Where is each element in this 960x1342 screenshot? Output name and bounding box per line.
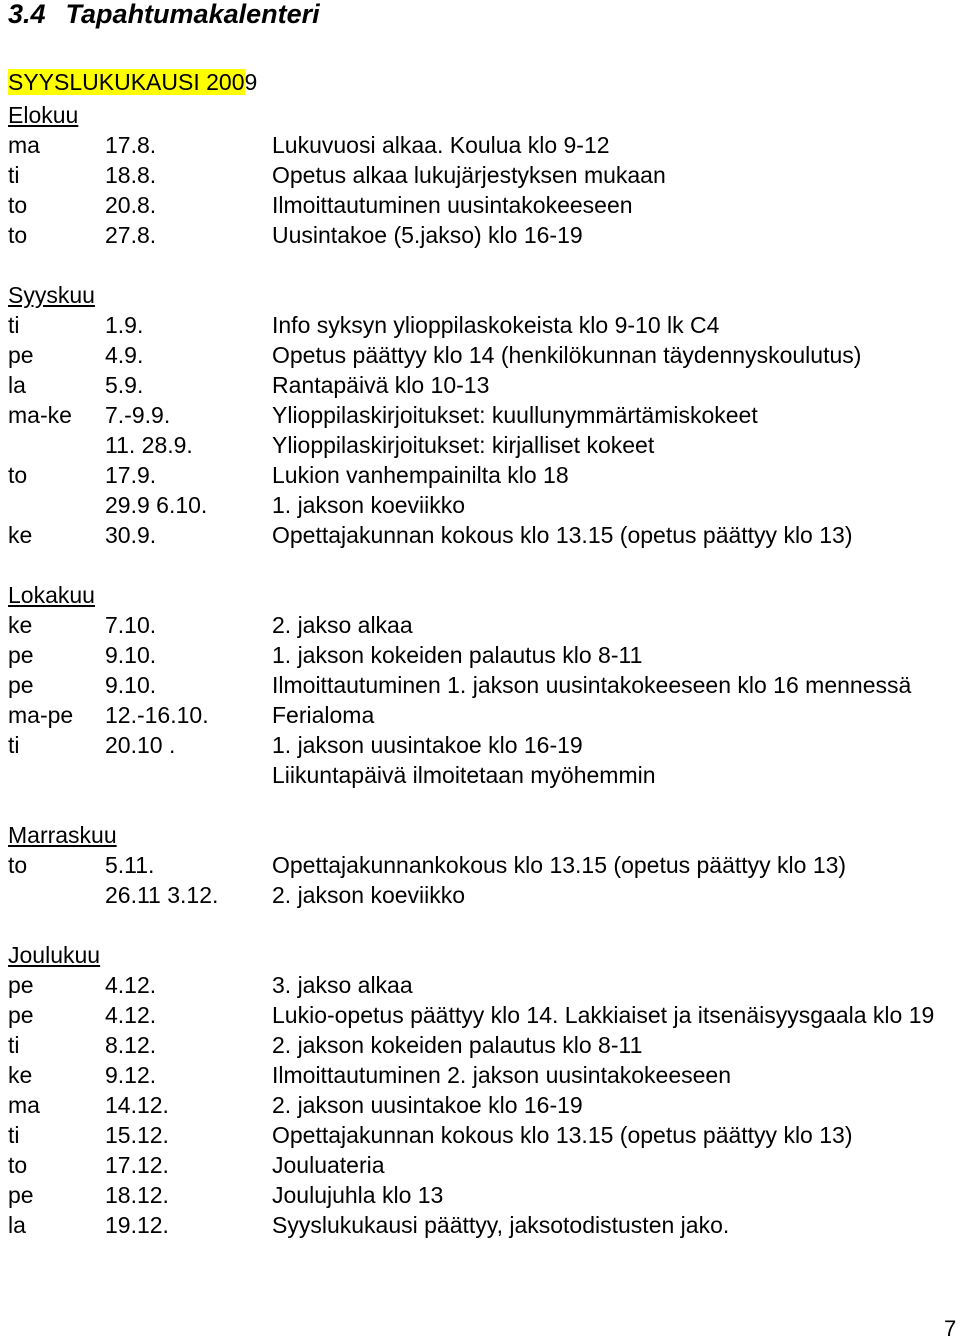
event-date: 14.12. xyxy=(105,1092,169,1118)
weekday: pe xyxy=(8,1002,34,1028)
event-date: 7.10. xyxy=(105,612,157,638)
event-description: Ylioppilaskirjoitukset: kuullunymmärtämiskokeet xyxy=(272,402,758,428)
weekday: to xyxy=(8,852,28,878)
event-description: 2. jakson kokeiden palautus klo 8-11 xyxy=(272,1032,643,1058)
page-number: 7 xyxy=(944,1316,957,1341)
calendar-sections xyxy=(8,100,948,1270)
calendar-row xyxy=(8,850,948,880)
event-date: 20.8. xyxy=(105,192,157,218)
calendar-row xyxy=(8,1060,948,1090)
month-section xyxy=(8,580,948,790)
event-date: 5.9. xyxy=(105,372,144,398)
event-description: Uusintakoe (5.jakso) klo 16-19 xyxy=(272,222,583,248)
event-date: 18.8. xyxy=(105,162,157,188)
weekday: pe xyxy=(8,342,34,368)
event-description: Ilmoittautuminen uusintakokeeseen xyxy=(272,192,633,218)
calendar-row xyxy=(8,430,948,460)
calendar-row xyxy=(8,1210,948,1240)
month-heading: Elokuu xyxy=(8,102,79,128)
calendar-row xyxy=(8,970,948,1000)
calendar-row xyxy=(8,1090,948,1120)
event-date: 18.12. xyxy=(105,1182,169,1208)
weekday: ti xyxy=(8,312,20,338)
calendar-row xyxy=(8,490,948,520)
event-description: 1. jakson kokeiden palautus klo 8-11 xyxy=(272,642,643,668)
event-date: 9.10. xyxy=(105,672,157,698)
event-description: 1. jakson uusintakoe klo 16-19 xyxy=(272,732,583,758)
calendar-row xyxy=(8,190,948,220)
event-description: Ferialoma xyxy=(272,702,375,728)
month-section xyxy=(8,940,948,1240)
month-heading: Marraskuu xyxy=(8,822,117,848)
month-section xyxy=(8,820,948,910)
calendar-row xyxy=(8,370,948,400)
weekday: ti xyxy=(8,1122,20,1148)
calendar-row xyxy=(8,1180,948,1210)
section-heading xyxy=(8,0,320,32)
term-title-rest: 9 xyxy=(244,69,258,95)
weekday: to xyxy=(8,1152,28,1178)
calendar-row xyxy=(8,610,948,640)
event-date: 9.12. xyxy=(105,1062,157,1088)
month-heading: Lokakuu xyxy=(8,582,95,608)
event-date: 17.8. xyxy=(105,132,157,158)
event-description: Opetus alkaa lukujärjestyksen mukaan xyxy=(272,162,666,188)
event-description: Lukion vanhempainilta klo 18 xyxy=(272,462,569,488)
event-date: 30.9. xyxy=(105,522,157,548)
event-date: 11. 28.9. xyxy=(105,432,193,458)
event-date: 20.10 . xyxy=(105,732,176,758)
event-description: Liikuntapäivä ilmoitetaan myöhemmin xyxy=(272,762,656,788)
event-description: Ylioppilaskirjoitukset: kirjalliset kokeet xyxy=(272,432,655,458)
weekday: ke xyxy=(8,522,33,548)
calendar-row xyxy=(8,130,948,160)
weekday: to xyxy=(8,192,28,218)
event-description: Ilmoittautuminen 2. jakson uusintakokeeseen xyxy=(272,1062,732,1088)
event-description: Ilmoittautuminen 1. jakson uusintakokeeseen klo 16 mennessä xyxy=(272,672,912,698)
event-description: 2. jakson koeviikko xyxy=(272,882,466,908)
event-date: 7.-9.9. xyxy=(105,402,171,428)
event-description: 2. jakson uusintakoe klo 16-19 xyxy=(272,1092,583,1118)
weekday: ma-ke xyxy=(8,402,72,428)
event-date: 17.9. xyxy=(105,462,157,488)
event-date: 4.12. xyxy=(105,1002,157,1028)
section-title: Tapahtumakalenteri xyxy=(65,0,320,29)
weekday: ti xyxy=(8,162,20,188)
event-description: 3. jakso alkaa xyxy=(272,972,413,998)
weekday: ti xyxy=(8,732,20,758)
calendar-row xyxy=(8,460,948,490)
weekday: ma xyxy=(8,1092,40,1118)
calendar-row xyxy=(8,880,948,910)
event-description: 1. jakson koeviikko xyxy=(272,492,466,518)
calendar-row xyxy=(8,220,948,250)
event-date: 29.9 6.10. xyxy=(105,492,208,518)
weekday: pe xyxy=(8,1182,34,1208)
month-section xyxy=(8,280,948,550)
event-description: Jouluateria xyxy=(272,1152,385,1178)
event-description: Opetus päättyy klo 14 (henkilökunnan täydennyskoulutus) xyxy=(272,342,862,368)
calendar-row xyxy=(8,310,948,340)
event-date: 4.12. xyxy=(105,972,157,998)
weekday: la xyxy=(8,372,26,398)
calendar-row xyxy=(8,1030,948,1060)
event-description: Rantapäivä klo 10-13 xyxy=(272,372,490,398)
calendar-row xyxy=(8,1000,948,1030)
term-title-highlighted: SYYSLUKUKAUSI 200 xyxy=(8,69,245,95)
event-description: Opettajakunnan kokous klo 13.15 (opetus päättyy klo 13) xyxy=(272,522,853,548)
event-date: 1.9. xyxy=(105,312,144,338)
event-description: Syyslukukausi päättyy, jaksotodistusten jako. xyxy=(272,1212,730,1238)
calendar-row xyxy=(8,700,948,730)
weekday: pe xyxy=(8,642,34,668)
weekday: ke xyxy=(8,612,33,638)
event-date: 15.12. xyxy=(105,1122,169,1148)
event-date: 26.11 3.12. xyxy=(105,882,219,908)
event-date: 27.8. xyxy=(105,222,157,248)
term-title xyxy=(8,67,257,97)
event-description: Lukio-opetus päättyy klo 14. Lakkiaiset ja itsenäisyysgaala klo 19 xyxy=(272,1002,935,1028)
event-date: 9.10. xyxy=(105,642,157,668)
weekday: to xyxy=(8,222,28,248)
calendar-row xyxy=(8,160,948,190)
event-description: Lukuvuosi alkaa. Koulua klo 9-12 xyxy=(272,132,610,158)
event-description: 2. jakso alkaa xyxy=(272,612,413,638)
event-date: 12.-16.10. xyxy=(105,702,209,728)
event-date: 19.12. xyxy=(105,1212,169,1238)
event-date: 4.9. xyxy=(105,342,144,368)
event-description: Opettajakunnankokous klo 13.15 (opetus päättyy klo 13) xyxy=(272,852,847,878)
month-section xyxy=(8,100,948,250)
calendar-row xyxy=(8,760,948,790)
calendar-row xyxy=(8,640,948,670)
calendar-row xyxy=(8,670,948,700)
weekday: pe xyxy=(8,972,34,998)
weekday: la xyxy=(8,1212,26,1238)
weekday: to xyxy=(8,462,28,488)
month-heading: Syyskuu xyxy=(8,282,95,308)
event-date: 17.12. xyxy=(105,1152,169,1178)
weekday: ma-pe xyxy=(8,702,74,728)
calendar-row xyxy=(8,520,948,550)
calendar-row xyxy=(8,400,948,430)
event-date: 8.12. xyxy=(105,1032,157,1058)
weekday: ke xyxy=(8,1062,33,1088)
event-description: Opettajakunnan kokous klo 13.15 (opetus päättyy klo 13) xyxy=(272,1122,853,1148)
weekday: ti xyxy=(8,1032,20,1058)
calendar-row xyxy=(8,730,948,760)
event-description: Info syksyn ylioppilaskokeista klo 9-10 lk C4 xyxy=(272,312,720,338)
month-heading: Joulukuu xyxy=(8,942,101,968)
section-number: 3.4 xyxy=(8,0,46,29)
calendar-row xyxy=(8,1120,948,1150)
event-description: Joulujuhla klo 13 xyxy=(272,1182,444,1208)
event-date: 5.11. xyxy=(105,852,155,878)
weekday: pe xyxy=(8,672,34,698)
calendar-row xyxy=(8,1150,948,1180)
weekday: ma xyxy=(8,132,40,158)
calendar-row xyxy=(8,340,948,370)
